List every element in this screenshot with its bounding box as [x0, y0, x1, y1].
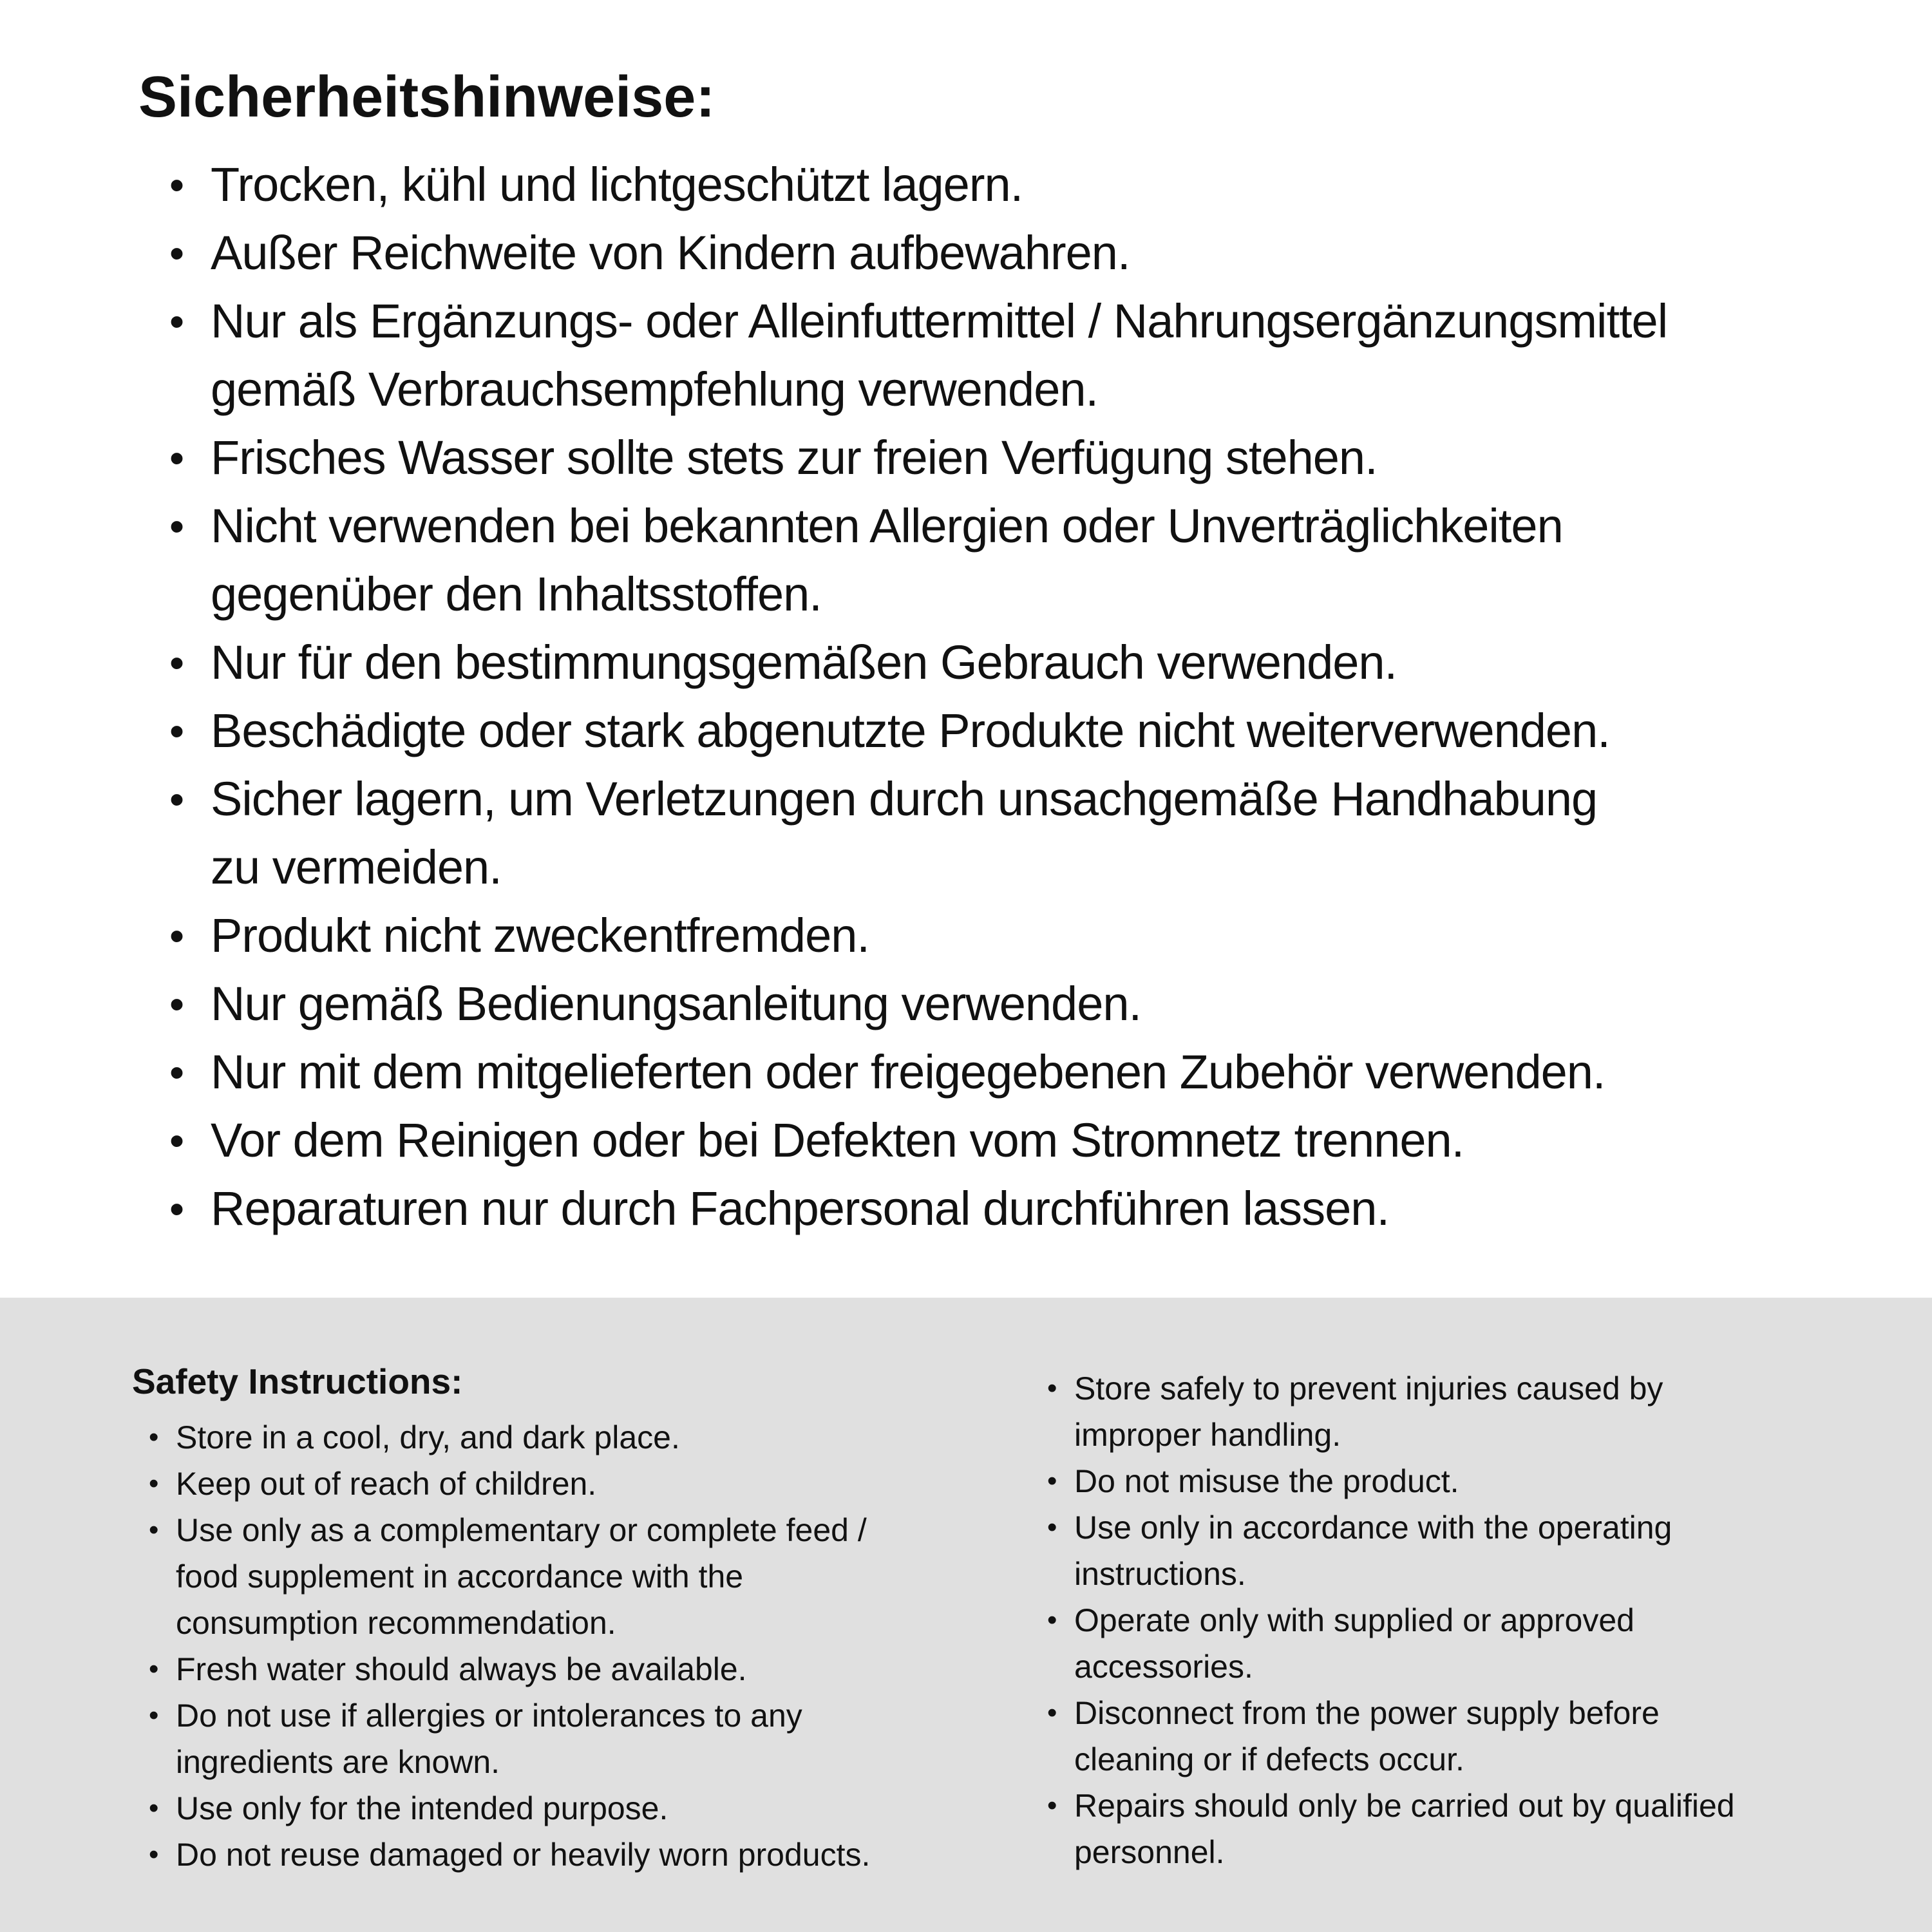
english-left-column: [132, 1298, 998, 1878]
english-right-column: [1030, 1298, 1900, 1875]
list-item: • Do not use if allergies or intolerances to any ingredients are known.: [132, 1692, 998, 1785]
list-item: • Nicht verwenden bei bekannten Allergien oder Unverträglichkeiten gegenüber den Inhaltsstoffen.: [138, 492, 1877, 629]
list-item: • Repairs should only be carried out by qualified personnel.: [1030, 1783, 1900, 1875]
list-item: • Nur als Ergänzungs- oder Alleinfuttermittel / Nahrungsergänzungsmittel gemäß Verbrauchsempfehlung verwenden.: [138, 287, 1877, 424]
list-item: • Do not reuse damaged or heavily worn products.: [132, 1832, 998, 1878]
list-item: • Operate only with supplied or approved accessories.: [1030, 1597, 1900, 1690]
german-safety-list: [138, 151, 1877, 1243]
list-item: • Fresh water should always be available.: [132, 1646, 998, 1692]
list-item: • Produkt nicht zweckentfremden.: [138, 902, 1877, 970]
list-item: • Nur mit dem mitgelieferten oder freigegebenen Zubehör verwenden.: [138, 1038, 1877, 1106]
list-item: • Nur für den bestimmungsgemäßen Gebrauch verwenden.: [138, 629, 1877, 697]
list-item: • Beschädigte oder stark abgenutzte Produkte nicht weiterverwenden.: [138, 697, 1877, 765]
list-item: • Trocken, kühl und lichtgeschützt lagern.: [138, 151, 1877, 219]
english-safety-list-left: [132, 1414, 998, 1878]
list-item: • Reparaturen nur durch Fachpersonal durchführen lassen.: [138, 1175, 1877, 1243]
german-safety-section: [138, 64, 1877, 1243]
list-item: • Use only for the intended purpose.: [132, 1785, 998, 1832]
list-item: • Do not misuse the product.: [1030, 1458, 1900, 1504]
list-item: • Disconnect from the power supply before cleaning or if defects occur.: [1030, 1690, 1900, 1783]
list-item: • Außer Reichweite von Kindern aufbewahren.: [138, 219, 1877, 287]
list-item: • Store safely to prevent injuries caused by improper handling.: [1030, 1365, 1900, 1458]
list-item: • Vor dem Reinigen oder bei Defekten vom Stromnetz trennen.: [138, 1106, 1877, 1175]
english-safety-panel: [0, 1298, 1932, 1932]
english-section-title: Safety Instructions:: [132, 1361, 463, 1401]
list-item: • Frisches Wasser sollte stets zur freien Verfügung stehen.: [138, 424, 1877, 492]
list-item: • Sicher lagern, um Verletzungen durch unsachgemäße Handhabung zu vermeiden.: [138, 765, 1877, 902]
list-item: • Use only as a complementary or complete feed / food supplement in accordance with the consumption recommendation.: [132, 1507, 998, 1646]
english-safety-list-right: [1030, 1365, 1900, 1875]
list-item: • Keep out of reach of children.: [132, 1461, 998, 1507]
list-item: • Store in a cool, dry, and dark place.: [132, 1414, 998, 1461]
german-section-title: Sicherheitshinweise:: [138, 65, 715, 129]
list-item: • Use only in accordance with the operating instructions.: [1030, 1504, 1900, 1597]
list-item: • Nur gemäß Bedienungsanleitung verwenden.: [138, 970, 1877, 1038]
